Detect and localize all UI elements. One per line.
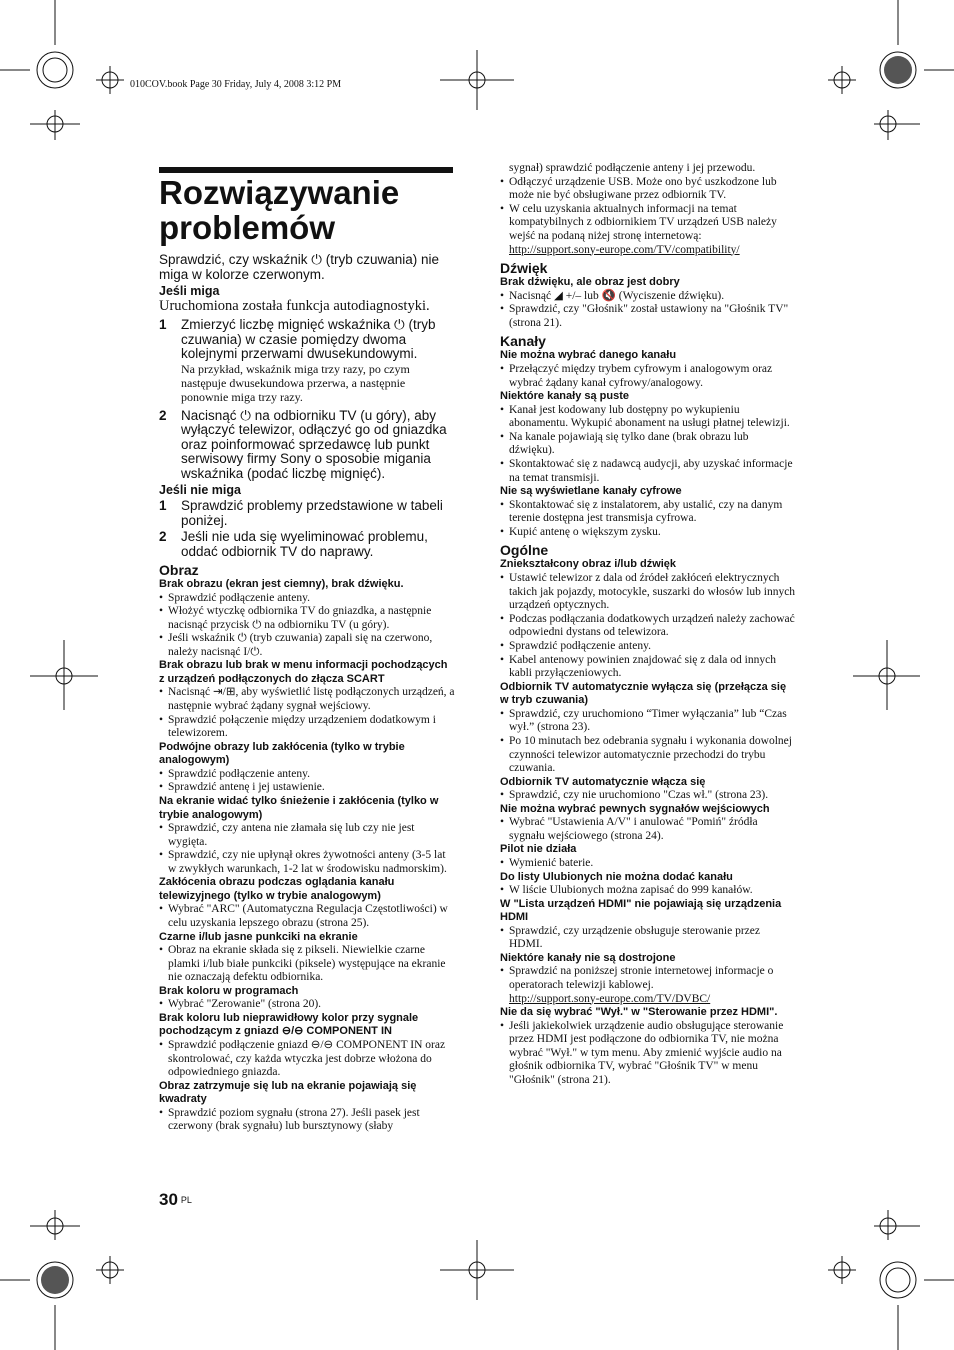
solution-item: • W liście Ulubionych można zapisać do 999 kanałów. <box>500 884 796 898</box>
problem-heading: Brak obrazu (ekran jest ciemny), brak dźwięku. <box>159 578 404 590</box>
solution-list <box>159 1107 455 1134</box>
solution-item: • Nacisnąć ◢ +/– lub 🔇 (Wyciszenie dźwięku). <box>500 290 796 304</box>
solution-list <box>500 884 796 898</box>
solution-list <box>159 592 455 660</box>
solution-item: • Nacisnąć ⇥/⊞, aby wyświetlić listę podłączonych urządzeń, a następnie wybrać żądany sygnał wejściowy. <box>159 686 455 713</box>
section-heading: Kanały <box>500 333 546 350</box>
solution-list <box>159 903 455 930</box>
right-column <box>500 162 796 1088</box>
solution-list <box>500 290 796 331</box>
solution-item: • Kanał jest kodowany lub dostępny po wykupieniu abonamentu. Wykupić abonament na usługi płatnej telewizji. <box>500 404 796 431</box>
problem-heading: W "Lista urządzeń HDMI" nie pojawiają się urządzenia HDMI <box>500 897 782 924</box>
step-body <box>181 530 455 559</box>
solution-item: • Podczas podłączania dodatkowych urządzeń należy zachować odpowiedni dystans od telewizora. <box>500 613 796 640</box>
solution-list <box>500 925 796 952</box>
solution-list <box>500 572 796 681</box>
page-number: 30 $^{PL}$ <box>159 1190 192 1209</box>
section-heading: Ogólne <box>500 542 549 559</box>
solution-item: • Przełączyć między trybem cyfrowym i analogowym oraz wybrać żądany kanał cyfrowy/analogowy. <box>500 363 796 390</box>
solution-item: • Sprawdzić podłączenie anteny. <box>500 640 796 654</box>
solution-list <box>500 789 796 803</box>
step-number: 2 <box>159 407 167 423</box>
problem-heading: Brak obrazu lub brak w menu informacji pochodzących z urządzeń podłączonych do złącza SCART <box>159 659 448 685</box>
problem-heading: Brak koloru lub nieprawidłowy kolor przy sygnale pochodzącym z gniazd ⊖/⊖ COMPONENT IN <box>159 1011 419 1038</box>
solution-item: • Kabel antenowy powinien znajdować się z dala od innych kabli przyłączeniowych. <box>500 654 796 681</box>
steps-blink <box>159 318 455 481</box>
problem-heading: Zakłócenia obrazu podczas oglądania kanału telewizyjnego (tylko w trybie analogowym) <box>159 876 395 902</box>
if-blinks-text: Uruchomiona została funkcja autodiagnostyki. <box>159 298 430 314</box>
step-note: Na przykład, wskaźnik miga trzy razy, po czym następuje dwusekundowa przerwa, a następnie ponownie miga trzy razy. <box>181 361 410 404</box>
title-rule <box>159 167 453 173</box>
solution-item: • Sprawdzić, czy uruchomiono “Timer wyłączania” lub “Czas wył.” (strona 23). <box>500 708 796 735</box>
solution-item: • Sprawdzić antenę i jej ustawienie. <box>159 781 455 795</box>
page-title: Rozwiązywanie problemów <box>159 174 400 246</box>
problem-heading: Pilot nie działa <box>500 843 577 856</box>
solution-list <box>159 768 455 795</box>
solution-item: • Kupić antenę o większym zysku. <box>500 526 796 540</box>
step-text: Nacisnąć ⏻ na odbiorniku TV (u góry), aby wyłączyć telewizor, odłączyć go od gniazdka oraz poinformować sprzedawcę lub punkt serwisowy firmy Sony o sposobie migania wskaźnika (podać liczbę mignięć). <box>181 407 447 481</box>
step-text: Sprawdzić problemy przedstawione w tabeli poniżej. <box>181 498 443 528</box>
compatibility-link[interactable]: http://support.sony-europe.com/TV/compatibility/ <box>509 243 740 256</box>
solution-item: • Wymienić baterie. <box>500 857 796 871</box>
step-item <box>159 409 455 482</box>
step-item <box>159 499 455 528</box>
solution-item: • Wybrać "Zerowanie" (strona 20). <box>159 998 455 1012</box>
problem-heading: Nie da się wybrać "Wył." w "Sterowanie przez HDMI". <box>500 1006 778 1019</box>
problem-heading: Odbiornik TV automatycznie włącza się <box>500 775 706 788</box>
solution-item: • Ustawić telewizor z dala od źródeł zakłóceń elektrycznych takich jak pojazdy, motocykle, suszarki do włosów lub innych urządzeń optycznych. <box>500 572 796 613</box>
step-item <box>159 530 455 559</box>
solution-item: • Sprawdzić, czy antena nie złamała się lub czy nie jest wygięta. <box>159 822 455 849</box>
solution-item: • Wybrać "Ustawienia A/V" i anulować "Pomiń" źródła sygnału wejściowego (strona 24). <box>500 816 796 843</box>
if-blinks-heading: Jeśli miga <box>159 284 220 298</box>
problem-heading: Czarne i/lub jasne punkciki na ekranie <box>159 930 358 943</box>
solution-item: • Sprawdzić, czy "Głośnik" został ustawiony na "Głośnik TV" (strona 21). <box>500 303 796 330</box>
solution-item: • Sprawdzić poziom sygnału (strona 27). Jeśli pasek jest czerwony (brak sygnału) lub bursztynowy (słaby <box>159 1107 455 1134</box>
solution-item: • Włożyć wtyczkę odbiornika TV do gniazdka, a następnie nacisnąć przycisk ⏻ na odbiorniku TV (u góry). <box>159 605 455 632</box>
solution-item: • Po 10 minutach bez odebrania sygnału i wykonania dowolnej czynności telewizor automatycznie przechodzi do trybu czuwania. <box>500 735 796 776</box>
solution-item: • Sprawdzić, czy nie uruchomiono "Czas wł." (strona 23). <box>500 789 796 803</box>
left-sections <box>159 562 455 1134</box>
solution-list <box>500 499 796 540</box>
solution-item: sygnał) sprawdzić podłączenie anteny i jej przewodu. <box>509 162 756 174</box>
solution-item: • Odłączyć urządzenie USB. Może ono być uszkodzone lub może nie być obsługiwane przez odbiornik TV. <box>500 176 796 203</box>
step-number: 1 <box>159 317 167 332</box>
book-header: 010COV.book Page 30 Friday, July 4, 2008 3:12 PM <box>130 79 342 90</box>
section-heading: Dźwięk <box>500 260 548 277</box>
solution-list <box>159 686 455 740</box>
step-number: 1 <box>159 498 167 513</box>
steps-noblink <box>159 499 455 559</box>
solution-item: • Jeśli wskaźnik ⏻ (tryb czuwania) zapali się na czerwono, należy nacisnąć I/⏻. <box>159 632 455 659</box>
problem-heading: Niektóre kanały są puste <box>500 390 630 403</box>
solution-item: • Sprawdzić, czy nie upłynął okres żywotności anteny (3-5 lat w zwykłych warunkach, 1-2 lat w środowisku nadmorskim). <box>159 849 455 876</box>
solution-list <box>159 944 455 985</box>
step-body <box>181 318 455 407</box>
problem-heading: Nie są wyświetlane kanały cyfrowe <box>500 485 682 498</box>
solution-item: • Skontaktować się z instalatorem, aby ustalić, czy na danym terenie dostępna jest transmisja cyfrowa. <box>500 499 796 526</box>
solution-list <box>500 965 796 992</box>
intro-text: Sprawdzić, czy wskaźnik ⏻ (tryb czuwania) nie miga w kolorze czerwonym. <box>159 252 440 282</box>
continued-list <box>500 162 796 244</box>
solution-list <box>500 404 796 486</box>
section-heading: Obraz <box>159 562 199 578</box>
step-item <box>159 318 455 407</box>
solution-item: • Sprawdzić podłączenie gniazd ⊖/⊖ COMPONENT IN oraz skontrolować, czy każda wtyczka jest dobrze włożona do odpowiedniego gniazda. <box>159 1039 455 1080</box>
problem-heading: Nie można wybrać pewnych sygnałów wejściowych <box>500 802 770 815</box>
solution-item: • Wybrać "ARC" (Automatyczna Regulacja Częstotliwości) w celu uzyskania lepszego obrazu (strona 25). <box>159 903 455 930</box>
problem-heading: Nie można wybrać danego kanału <box>500 349 677 362</box>
step-body <box>181 499 455 528</box>
solution-item: • Sprawdzić, czy urządzenie obsługuje sterowanie przez HDMI. <box>500 925 796 952</box>
step-text: Jeśli nie uda się wyeliminować problemu, oddać odbiornik TV do naprawy. <box>181 529 428 559</box>
problem-heading: Odbiornik TV automatycznie wyłącza się (przełącza się w tryb czuwania) <box>500 680 787 707</box>
solution-item: • Sprawdzić na poniższej stronie internetowej informacje o operatorach telewizji kablowej. <box>500 965 796 992</box>
solution-item: • Jeśli jakiekolwiek urządzenie audio obsługujące sterowanie przez HDMI jest podłączone do odbiornika TV, nie można wybrać "Wył." w tym menu. Aby zmienić wyjście audio na głośnik odbiornika TV, wybrać "Głośnik TV" w menu "Głośnik" (strona 21). <box>500 1020 796 1088</box>
solution-item: • Na kanale pojawiają się tylko dane (brak obrazu lub dźwięku). <box>500 431 796 458</box>
solution-item: • Sprawdzić połączenie między urządzeniem dodatkowym i telewizorem. <box>159 714 455 741</box>
solution-list <box>159 822 455 876</box>
solution-item: • Sprawdzić podłączenie anteny. <box>159 768 455 782</box>
problem-heading: Niektóre kanały nie są dostrojone <box>500 951 676 964</box>
problem-heading: Brak dźwięku, ale obraz jest dobry <box>500 276 680 289</box>
solution-list <box>159 1039 455 1080</box>
problem-heading: Obraz zatrzymuje się lub na ekranie pojawiają się kwadraty <box>159 1079 417 1106</box>
right-sections <box>500 260 796 1087</box>
solution-item: • Sprawdzić podłączenie anteny. <box>159 592 455 606</box>
solution-list <box>500 816 796 843</box>
solution-item: • Skontaktować się z nadawcą audycji, aby uzyskać informacje na temat transmisji. <box>500 458 796 485</box>
solution-list <box>500 363 796 390</box>
solution-list <box>500 708 796 776</box>
left-column <box>159 252 455 1134</box>
if-not-blinks-heading: Jeśli nie miga <box>159 483 241 497</box>
problem-heading: Zniekształcony obraz i/lub dźwięk <box>500 558 677 571</box>
support-link[interactable]: http://support.sony-europe.com/TV/DVBC/ <box>509 992 711 1005</box>
problem-heading: Do listy Ulubionych nie można dodać kanału <box>500 870 733 883</box>
solution-item: • Obraz na ekranie składa się z pikseli. Niewielkie czarne plamki i/lub białe punkciki (piksele) występujące na ekranie nie oznaczają defektu odbiornika. <box>159 944 455 985</box>
solution-list <box>500 1020 796 1088</box>
problem-heading: Brak koloru w programach <box>159 984 299 997</box>
step-text: Zmierzyć liczbę mignięć wskaźnika ⏻ (tryb czuwania) w czasie pomiędzy dwoma kolejnymi przerwami dwusekundowymi. <box>181 317 436 361</box>
step-body <box>181 409 455 482</box>
problem-heading: Na ekranie widać tylko śnieżenie i zakłócenia (tylko w trybie analogowym) <box>159 795 439 821</box>
step-number: 2 <box>159 529 167 544</box>
solution-item: • W celu uzyskania aktualnych informacji na temat kompatybilnych z odbiornikiem TV urządzeń USB należy wejść na podaną niżej stronę internetową: <box>500 203 796 244</box>
solution-list <box>500 857 796 871</box>
problem-heading: Podwójne obrazy lub zakłócenia (tylko w trybie analogowym) <box>159 740 405 767</box>
solution-list <box>159 998 455 1012</box>
